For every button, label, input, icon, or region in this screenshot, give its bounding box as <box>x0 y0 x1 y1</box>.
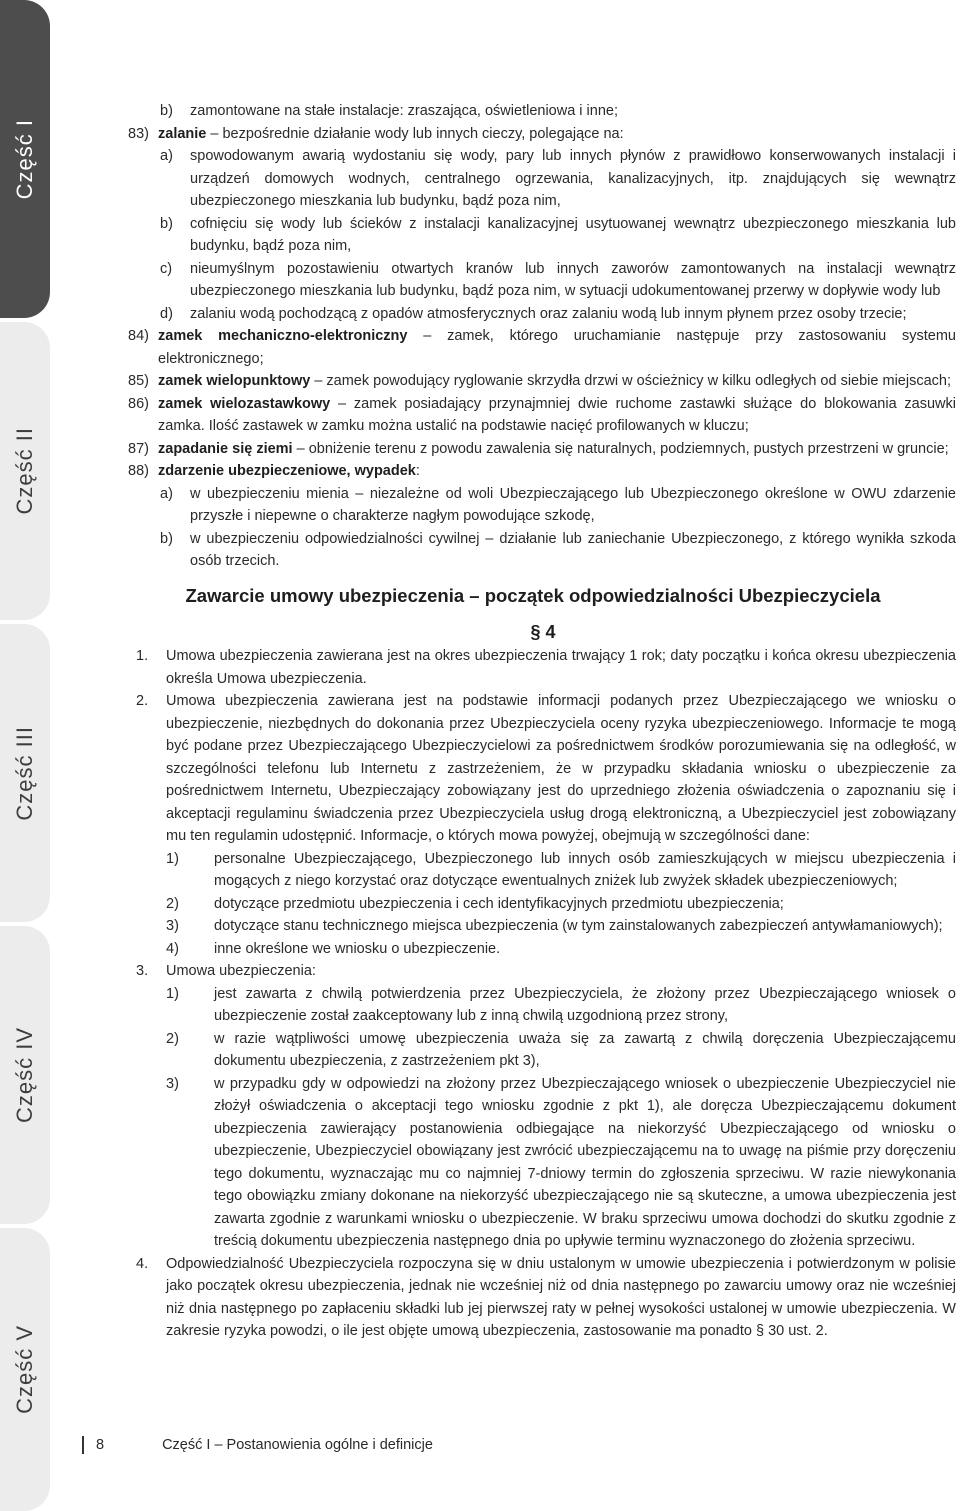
footer-title: Część I – Postanowienia ogólne i definicje <box>162 1437 433 1453</box>
definition-text: w ubezpieczeniu odpowiedzialności cywilnej – działanie lub zaniechanie Ubezpieczonego, z którego wynikła szkoda osób trzecich. <box>190 530 956 569</box>
footer-rule <box>82 1436 84 1454</box>
tab-part-5[interactable] <box>0 1228 50 1511</box>
subitem-label: 2) <box>166 1030 179 1047</box>
item-label: 84) <box>128 328 149 344</box>
clause-item <box>136 960 956 1253</box>
document-body <box>80 100 956 1343</box>
definition-item <box>128 438 956 461</box>
clause-subitem <box>166 848 956 893</box>
definition-text: w ubezpieczeniu mienia – niezależne od woli Ubezpieczającego lub Ubezpieczonego określone w OWU zdarzenie przyszłe i niepewne o charakterze nagłym powodujące szkodę, <box>190 485 956 524</box>
definition-text: – zamek, którego uruchamianie następuje przy zastosowaniu systemu elektronicznego; <box>158 328 956 367</box>
clause-subitem <box>166 915 956 938</box>
page-footer <box>82 1436 433 1454</box>
definition-text: – zamek posiadający przynajmniej dwie ruchome zastawki służące do blokowania zasuwki zamka. Ilość zastawek w zamku można ustalić na podstawie nacięć profilowanych w kluczu; <box>158 395 957 434</box>
subitem-text: inne określone we wniosku o ubezpieczenie. <box>214 940 501 957</box>
tab-part-1[interactable] <box>0 0 50 318</box>
tab-part-3[interactable] <box>0 624 50 922</box>
clause-body <box>166 960 956 1253</box>
item-label: 85) <box>128 373 149 389</box>
defined-term: zamek wielozastawkowy <box>158 395 331 412</box>
item-text <box>158 393 956 438</box>
clause-item <box>136 1253 956 1343</box>
section-tabs <box>0 0 50 1511</box>
definition-item <box>128 123 956 146</box>
subitem-text: w razie wątpliwości umowę ubezpieczenia uważa się za zawartą z chwilą doręczenia Ubezpieczającemu dokumentu ubezpieczenia, z zastrzeżeniem pkt 3), <box>214 1030 956 1069</box>
definition-text: nieumyślnym pozostawieniu otwartych kranów lub innych zaworów zamontowanych na instalacji wewnątrz ubezpieczonego mieszkania lub budynku, bądź poza nim, w sytuacji udokumentowanej przerwy w dopływie wody lub <box>190 260 956 299</box>
subitem-text: personalne Ubezpieczającego, Ubezpieczonego lub innych osób zamieszkujących w miejscu ubezpieczenia i mogących z niego korzystać oraz dotyczące ewentualnych zniżek lub zwyżek składek ubezpieczeniowych; <box>214 850 956 889</box>
subitem-text: dotyczące stanu technicznego miejsca ubezpieczenia (w tym zainstalowanych zabezpieczeń antywłamaniowych); <box>214 918 943 934</box>
clause-subitem <box>166 1028 956 1073</box>
clause-item <box>136 690 956 960</box>
clause-text: Odpowiedzialność Ubezpieczyciela rozpoczyna się w dniu ustalonym w umowie ubezpieczenia i potwierdzonym w polisie jako początek okresu ubezpieczenia, jednak nie wcześniej niż od dnia następnego po zawarciu umowy oraz nie wcześniej niż dnia następnego po zapłaceniu składki lub jej pierwszej raty w pełnej wysokości ustalonej w umowie ubezpieczenia. W zakresie ryzyka powodzi, o ile jest objęte umową ubezpieczenia, zastosowanie ma ponadto § 30 ust. 2. <box>166 1255 956 1339</box>
clause-subitem <box>166 938 956 961</box>
subitem-label: 4) <box>166 940 179 957</box>
definition-text: zamontowane na stałe instalacje: zraszająca, oświetleniowa i inne; <box>190 103 618 119</box>
item-text <box>190 528 956 573</box>
item-text <box>158 370 956 393</box>
item-label: c) <box>160 260 173 277</box>
definition-text: – obniżenie terenu z powodu zawalenia się naturalnych, podziemnych, pustych przestrzeni w gruncie; <box>292 440 949 457</box>
definition-subitem <box>160 303 956 326</box>
tab-label: Część I <box>12 118 37 200</box>
item-label: d) <box>160 305 173 322</box>
item-text <box>158 325 956 370</box>
tab-label: Część III <box>12 725 37 821</box>
defined-term: zapadanie się ziemi <box>158 440 293 457</box>
clause-label: 2. <box>136 693 149 709</box>
definition-item <box>128 325 956 370</box>
tab-label: Część V <box>12 1325 37 1414</box>
item-label: b) <box>160 215 173 232</box>
item-text <box>190 213 956 258</box>
item-label: b) <box>160 103 173 119</box>
item-text <box>158 438 956 461</box>
item-label: a) <box>160 148 173 164</box>
clause-label: 4. <box>136 1255 149 1272</box>
definition-text: – bezpośrednie działanie wody lub innych cieczy, polegające na: <box>206 125 624 142</box>
item-label: 86) <box>128 395 149 412</box>
tab-part-2[interactable] <box>0 322 50 620</box>
subitem-text: jest zawarta z chwilą potwierdzenia przez Ubezpieczyciela, że złożony przez Ubezpieczającego wniosek o ubezpieczenie został zaakceptowany lub z inną chwilą uzgodnioną przez strony, <box>214 985 956 1024</box>
defined-term: zalanie <box>158 125 207 142</box>
defined-term: zdarzenie ubezpieczeniowe, wypadek <box>158 463 416 479</box>
subitem-label: 1) <box>166 850 179 867</box>
item-text <box>158 123 956 146</box>
definition-text: zalaniu wodą pochodzącą z opadów atmosferycznych oraz zalaniu wodą lub innym płynem przez osoby trzecie; <box>190 305 907 322</box>
defined-term: zamek mechaniczno-elektroniczny <box>158 328 408 344</box>
definition-item <box>128 460 956 483</box>
clause-item <box>136 645 956 690</box>
subitem-text: w przypadku gdy w odpowiedzi na złożony przez Ubezpieczającego wniosek o ubezpieczenie Ubezpieczyciel nie złożył oświadczenia o akceptacji tego wniosku zgodnie z pkt 1), ale doręcza Ubezpieczającemu dokument ubezpieczenia zawierający postanowienia odbiegające na niekorzyść Ubezpieczającego od wniosku o ubezpieczenie, Ubezpieczyciel obowiązany jest zwrócić ubezpieczającemu na to uwagę na piśmie przy doręczeniu tego dokumentu, wyznaczając mu co najmniej 7-dniowy termin do zgłoszenia sprzeciwu. W razie niewykonania tego obowiązku zmiany dokonane na niekorzyść ubezpieczającego nie są skuteczne, a umowa ubezpieczenia jest zawarta zgodnie z warunkami wniosku o ubezpieczenie. W braku sprzeciwu umowa dochodzi do skutku zgodnie z treścią dokumentu ubezpieczenia następnego dnia po upływie terminu wyznaczonego do złożenia sprzeciwu. <box>214 1075 956 1249</box>
definition-text: – zamek powodujący ryglowanie skrzydła drzwi w ościeżnicy w kilku odległych od siebie miejscach; <box>310 373 951 389</box>
subitem-label: 2) <box>166 895 179 912</box>
definition-text: : <box>415 463 420 479</box>
tab-part-4[interactable] <box>0 926 50 1224</box>
item-label: 88) <box>128 463 149 479</box>
definition-subitem <box>160 213 956 258</box>
page-number: 8 <box>96 1437 105 1453</box>
item-label: a) <box>160 485 173 502</box>
tab-label: Część IV <box>12 1026 37 1124</box>
subitem-label: 3) <box>166 918 179 934</box>
item-text <box>190 258 956 303</box>
item-text <box>190 145 956 213</box>
definition-subitem <box>160 145 956 213</box>
item-text <box>190 483 956 528</box>
definition-subitem <box>160 100 956 123</box>
subitem-label: 3) <box>166 1075 179 1092</box>
clause-body <box>166 645 956 690</box>
definition-subitem <box>160 258 956 303</box>
clause-text: Umowa ubezpieczenia: <box>166 963 316 979</box>
definitions-list <box>80 100 956 573</box>
item-text <box>190 303 956 326</box>
clause-body <box>166 1253 956 1343</box>
definition-subitem <box>160 483 956 528</box>
definition-item <box>128 370 956 393</box>
subitem-text: dotyczące przedmiotu ubezpieczenia i cech identyfikacyjnych przedmiotu ubezpieczenia; <box>214 895 784 912</box>
definition-subitem <box>160 528 956 573</box>
section-heading: Zawarcie umowy ubezpieczenia – początek odpowiedzialności Ubezpieczyciela <box>185 584 881 606</box>
tab-label: Część II <box>12 427 37 515</box>
item-text <box>190 100 956 123</box>
numbered-clauses <box>80 645 956 1343</box>
clause-subitem <box>166 983 956 1028</box>
clause-label: 1. <box>136 648 149 664</box>
clause-subitem <box>166 1073 956 1253</box>
definition-text: spowodowanym awarią wydostaniu się wody, pary lub innych płynów z prawidłowo konserwowanych instalacji i urządzeń domowych wodnych, centralnego ogrzewania, kanalizacyjnych, itp. znajdujących się wewnątrz ubezpieczonego mieszkania lub budynku, bądź poza nim, <box>190 148 956 209</box>
paragraph-number: § 4 <box>530 621 556 642</box>
clause-text: Umowa ubezpieczenia zawierana jest na podstawie informacji podanych przez Ubezpieczającego we wniosku o ubezpieczenie, niezbędnych do dokonania przez Ubezpieczyciela oceny ryzyka ubezpieczeniowego. Informacje te mogą być podane przez Ubezpieczającego Ubezpieczycielowi za pośrednictwem środków porozumiewania się na odległość, w szczególności telefonu lub Internetu z zastrzeżeniem, że w przypadku składania wniosku o ubezpieczenie za pośrednictwem Internetu, Ubezpieczający zobowiązany jest do uprzedniego złożenia oświadczenia o zapoznaniu się i akceptacji regulaminu świadczenia przez Ubezpieczyciela usług drogą elektroniczną, a Ubezpieczyciel jest zobowiązany mu ten regulamin udostępnić. Informacje, o których mowa powyżej, obejmują w szczególności dane: <box>166 693 956 844</box>
definition-item <box>128 393 956 438</box>
subitem-label: 1) <box>166 985 179 1002</box>
clause-body <box>166 690 956 960</box>
definition-text: cofnięciu się wody lub ścieków z instalacji kanalizacyjnej usytuowanej wewnątrz ubezpieczonego mieszkania lub budynku, bądź poza nim, <box>190 215 956 254</box>
item-text <box>158 460 956 483</box>
item-label: 83) <box>128 125 149 142</box>
clause-label: 3. <box>136 963 149 979</box>
item-label: b) <box>160 530 173 547</box>
item-label: 87) <box>128 440 149 457</box>
clause-subitem <box>166 893 956 916</box>
clause-text: Umowa ubezpieczenia zawierana jest na okres ubezpieczenia trwający 1 rok; daty początku i końca okresu ubezpieczenia określa Umowa ubezpieczenia. <box>166 648 956 687</box>
defined-term: zamek wielopunktowy <box>158 373 311 389</box>
